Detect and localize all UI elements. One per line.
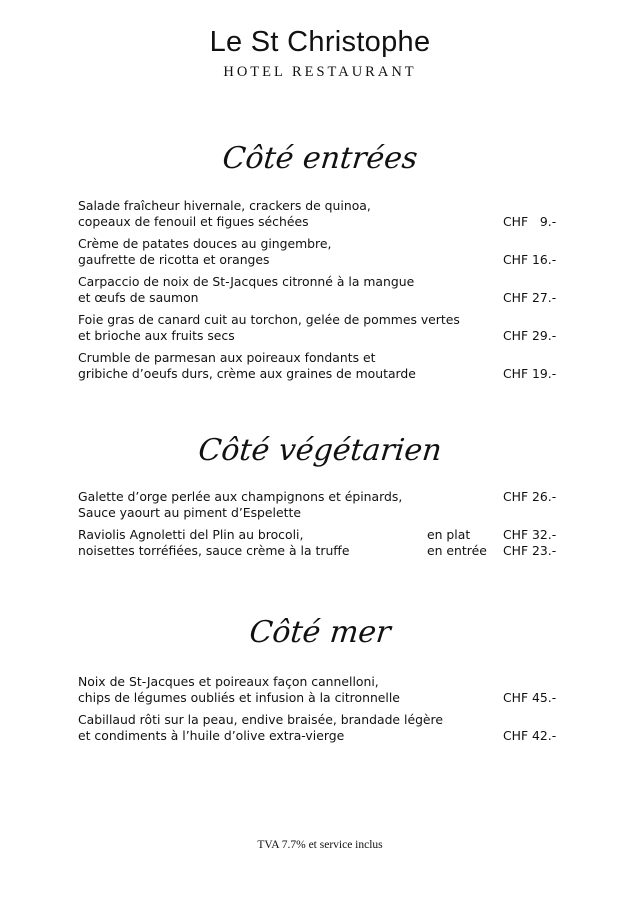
restaurant-tagline: HOTEL RESTAURANT [223, 64, 417, 80]
item-portion-options [427, 527, 556, 559]
section-title-mer: Côté mer [247, 615, 393, 650]
menu-list-vegetarien [78, 489, 578, 565]
item-description-line2: et condiments à l’huile d’olive extra-vierge [78, 728, 345, 743]
menu-item [78, 236, 578, 268]
item-price: CHF 16.- [503, 252, 557, 267]
menu-item [78, 674, 578, 706]
footer-note: TVA 7.7% et service inclus [257, 839, 383, 851]
item-description-line1: Noix de St-Jacques et poireaux façon cannelloni, [78, 674, 379, 689]
item-price: CHF 26.- [503, 489, 557, 504]
item-description-line2: copeaux de fenouil et figues séchées [78, 214, 309, 229]
portion-label: en entrée [427, 543, 487, 558]
item-description-line1: Galette d’orge perlée aux champignons et épinards, [78, 489, 403, 504]
item-price: CHF 45.- [503, 690, 557, 705]
restaurant-name: Le St Christophe [209, 26, 431, 58]
menu-list-entrees [78, 198, 578, 388]
item-description-line2: gaufrette de ricotta et oranges [78, 252, 270, 267]
item-price: CHF 29.- [503, 328, 557, 343]
item-description-line2: et œufs de saumon [78, 290, 199, 305]
item-price: CHF 42.- [503, 728, 557, 743]
section-title-vegetarien: Côté végétarien [196, 433, 444, 468]
section-title-entrees: Côté entrées [220, 141, 420, 176]
portion-price: CHF 23.- [503, 543, 557, 558]
portion-option [427, 543, 556, 559]
item-description-line1: Cabillaud rôti sur la peau, endive braisée, brandade légère [78, 712, 443, 727]
menu-item [78, 198, 578, 230]
menu-item [78, 350, 578, 382]
item-description-line1: Salade fraîcheur hivernale, crackers de quinoa, [78, 198, 371, 213]
item-description-line1: Raviolis Agnoletti del Plin au brocoli, [78, 527, 304, 542]
item-price: CHF 9.- [503, 214, 557, 229]
menu-item [78, 527, 578, 559]
item-description-line2: noisettes torréfiées, sauce crème à la truffe [78, 543, 350, 558]
portion-label: en plat [427, 527, 471, 542]
menu-list-mer [78, 674, 578, 750]
item-description-line2: gribiche d’oeufs durs, crème aux graines de moutarde [78, 366, 416, 381]
restaurant-header [0, 24, 640, 81]
menu-item [78, 274, 578, 306]
portion-option [427, 527, 556, 543]
item-description-line1: Carpaccio de noix de St-Jacques citronné à la mangue [78, 274, 415, 289]
menu-item [78, 712, 578, 744]
item-price: CHF 19.- [503, 366, 557, 381]
item-description-line2: chips de légumes oubliés et infusion à la citronnelle [78, 690, 400, 705]
item-description-line1: Crumble de parmesan aux poireaux fondants et [78, 350, 376, 365]
item-description-line2: et brioche aux fruits secs [78, 328, 235, 343]
item-description-line1: Crème de patates douces au gingembre, [78, 236, 332, 251]
menu-item [78, 489, 578, 521]
portion-price: CHF 32.- [503, 527, 557, 542]
item-description-line2: Sauce yaourt au piment d’Espelette [78, 505, 301, 520]
item-description-line1: Foie gras de canard cuit au torchon, gelée de pommes vertes [78, 312, 460, 327]
item-price: CHF 27.- [503, 290, 557, 305]
menu-item [78, 312, 578, 344]
